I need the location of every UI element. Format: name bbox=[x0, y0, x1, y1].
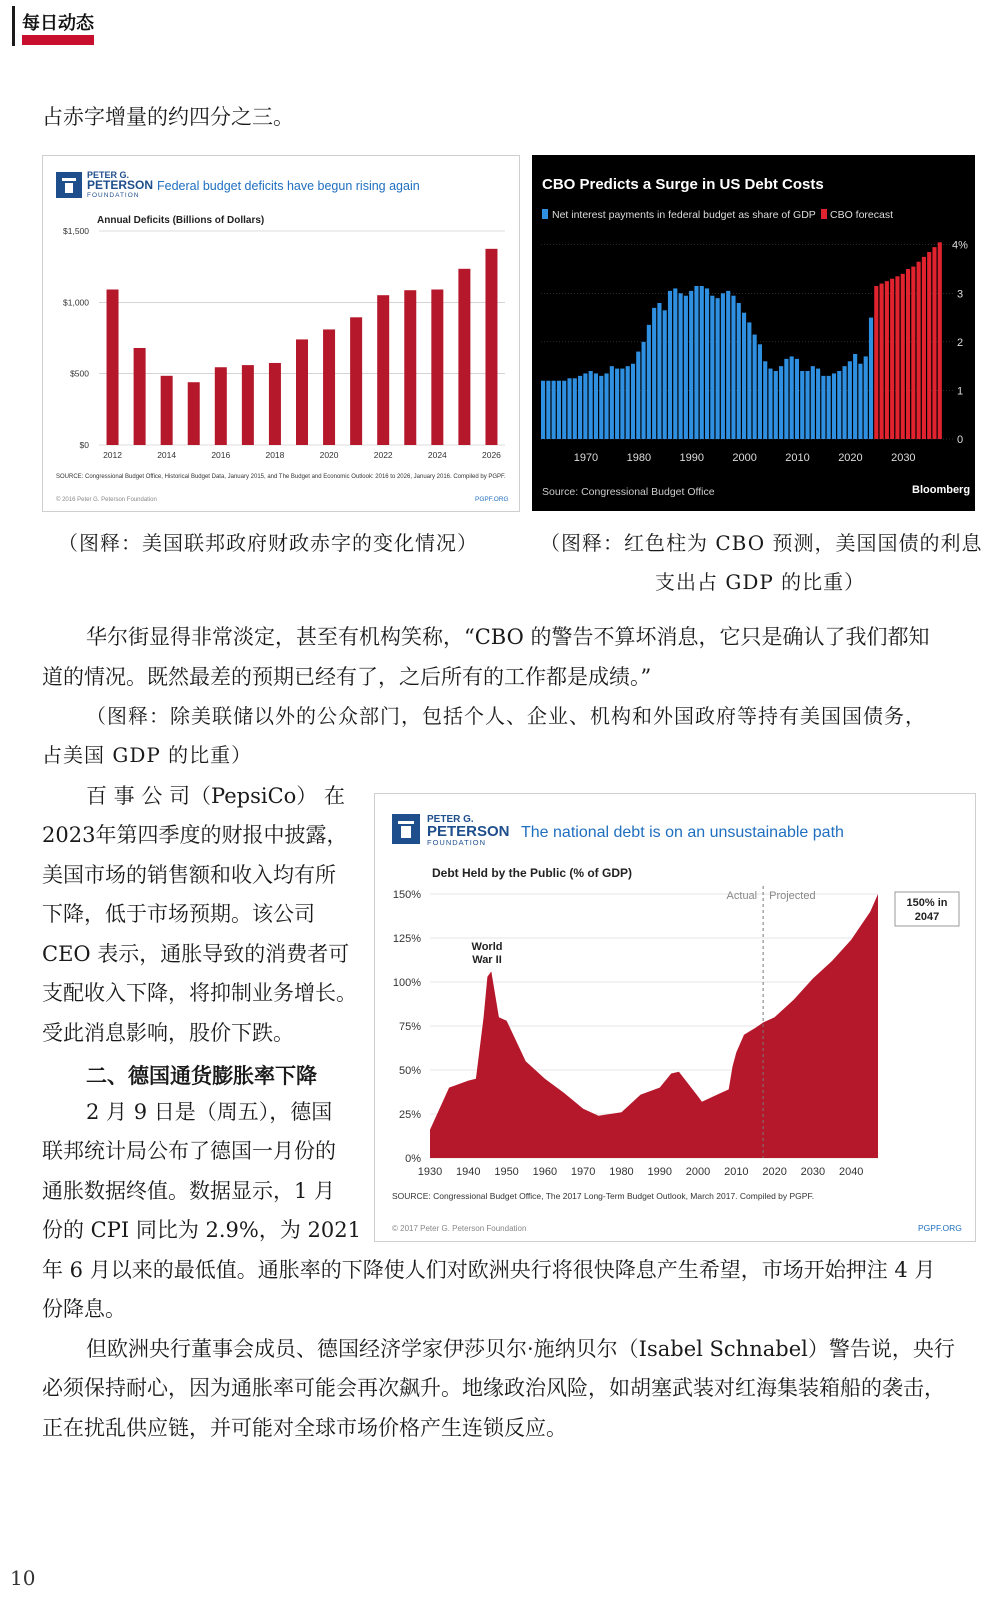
bar bbox=[557, 381, 561, 439]
paragraph-germany-line2: 联邦统计局公布了德国一月份的 bbox=[42, 1139, 336, 1163]
bar bbox=[631, 364, 635, 439]
x-tick-label: 2040 bbox=[838, 1166, 864, 1178]
bar bbox=[895, 276, 899, 439]
bar bbox=[763, 361, 767, 439]
caption-interest-chart-line1: （图释：红色柱为 CBO 预测，美国国债的利息 bbox=[540, 531, 983, 555]
legend-label-actual: Net interest payments in federal budget as share of GDP bbox=[552, 209, 816, 221]
paragraph-wallstreet-line1: 华尔街显得非常淡定，甚至有机构笑称，“CBO 的警告不算坏消息，它只是确认了我们都知 bbox=[86, 625, 930, 649]
bar bbox=[843, 366, 847, 439]
interest-chart-svg bbox=[532, 155, 975, 511]
bar bbox=[906, 269, 910, 439]
caption-deficit-chart: （图释：美国联邦政府财政赤字的变化情况） bbox=[58, 531, 478, 555]
pgpf-logo bbox=[392, 814, 510, 847]
bar bbox=[864, 356, 868, 439]
logo-line1: PETER G. bbox=[427, 814, 474, 825]
bar bbox=[848, 361, 852, 439]
bar bbox=[269, 363, 281, 445]
header-divider bbox=[12, 6, 15, 46]
logo-line3: FOUNDATION bbox=[427, 838, 487, 847]
x-tick-label: 2018 bbox=[265, 450, 285, 460]
legend-swatch-red bbox=[821, 209, 827, 219]
x-tick-label: 2026 bbox=[482, 450, 501, 460]
legend-swatch-blue bbox=[542, 209, 548, 219]
bar bbox=[853, 354, 857, 439]
paragraph-pepsi-line1: 百 事 公 司（PepsiCo） 在 bbox=[86, 784, 345, 808]
bar bbox=[800, 371, 804, 439]
chart-footer-right: PGPF.ORG bbox=[918, 1223, 962, 1233]
bar bbox=[885, 281, 889, 439]
bar bbox=[932, 247, 936, 439]
caption-interest-chart-line2: 支出占 GDP 的比重） bbox=[655, 570, 866, 594]
x-tick-label: 2030 bbox=[891, 452, 916, 464]
bar bbox=[874, 286, 878, 439]
bar bbox=[890, 279, 894, 439]
bar bbox=[615, 369, 619, 439]
bar bbox=[377, 295, 389, 445]
x-tick-label: 1970 bbox=[573, 452, 599, 464]
bar bbox=[758, 344, 762, 439]
bar bbox=[604, 373, 608, 439]
header-accent-bar bbox=[22, 35, 94, 45]
bar bbox=[742, 313, 746, 439]
y-tick-label: $500 bbox=[70, 368, 89, 379]
bar bbox=[626, 366, 630, 439]
paragraph-pepsi-line7: 受此消息影响，股价下跌。 bbox=[42, 1021, 294, 1045]
bar bbox=[880, 284, 884, 439]
bar bbox=[938, 242, 942, 439]
bar bbox=[668, 291, 672, 439]
paragraph-pepsi-line3: 美国市场的销售额和收入均有所 bbox=[42, 863, 336, 887]
paragraph-intro: 占赤字增量的约四分之三。 bbox=[42, 105, 294, 129]
y-tick-label: 4% bbox=[952, 239, 968, 252]
bar bbox=[458, 269, 470, 445]
chart-footer-left: © 2016 Peter G. Peterson Foundation bbox=[56, 497, 157, 503]
paragraph-pepsi-line5: CEO 表示，通胀导致的消费者可 bbox=[42, 942, 350, 966]
bar bbox=[927, 252, 931, 439]
paragraph-pepsi-line2: 2023年第四季度的财报中披露， bbox=[42, 823, 348, 847]
x-tick-label: 1940 bbox=[456, 1166, 481, 1178]
bar bbox=[700, 286, 704, 439]
caption-debt-chart-line1: （图释：除美联储以外的公众部门，包括个人、企业、机构和外国政府等持有美国国债务， bbox=[86, 704, 926, 728]
y-tick-label: 125% bbox=[392, 933, 421, 945]
paragraph-pepsi-line6: 支配收入下降，将抑制业务增长。 bbox=[42, 981, 357, 1005]
deficit-chart bbox=[42, 155, 520, 512]
bar bbox=[583, 373, 587, 439]
chart-subtitle: Annual Deficits (Billions of Dollars) bbox=[97, 215, 265, 226]
x-tick-label: 2022 bbox=[373, 450, 393, 460]
bar bbox=[562, 381, 566, 439]
x-tick-label: 1960 bbox=[532, 1166, 558, 1178]
x-tick-label: 2010 bbox=[785, 452, 810, 464]
bar bbox=[784, 359, 788, 439]
y-tick-label: 2 bbox=[956, 336, 964, 349]
y-tick-label: 0% bbox=[405, 1153, 421, 1165]
x-tick-label: 2000 bbox=[732, 452, 757, 464]
x-tick-label: 1970 bbox=[570, 1166, 596, 1178]
bar bbox=[599, 376, 603, 439]
bar bbox=[689, 291, 693, 439]
y-tick-label: 100% bbox=[392, 977, 421, 989]
bar bbox=[721, 293, 725, 439]
bar bbox=[107, 289, 119, 445]
bar bbox=[242, 365, 254, 445]
interest-chart bbox=[532, 155, 975, 511]
bar bbox=[620, 369, 624, 439]
pgpf-logo bbox=[56, 170, 153, 199]
bar bbox=[323, 329, 335, 445]
x-tick-label: 2016 bbox=[211, 450, 231, 460]
bar bbox=[673, 288, 677, 439]
y-tick-label: $1,000 bbox=[63, 297, 89, 308]
bar bbox=[134, 348, 146, 445]
chart-source: SOURCE: Congressional Budget Office, The 2017 Long-Term Budget Outlook, March 2017. Compiled by PGPF. bbox=[392, 1191, 815, 1201]
bar bbox=[578, 376, 582, 439]
bar bbox=[161, 376, 173, 445]
bar bbox=[567, 378, 571, 439]
bar bbox=[774, 371, 778, 439]
y-tick-label: 50% bbox=[398, 1065, 421, 1077]
bar bbox=[705, 288, 709, 439]
paragraph-wallstreet-line2: 道的情况。既然最差的预期已经有了，之后所有的工作都是成绩。” bbox=[42, 665, 652, 689]
chart-title: Federal budget deficits have begun rising again bbox=[157, 179, 420, 193]
chart-footer-right: PGPF.ORG bbox=[475, 496, 509, 503]
y-tick-label: 150% bbox=[392, 889, 421, 901]
bar bbox=[795, 359, 799, 439]
bar bbox=[869, 318, 873, 439]
x-tick-label: 2012 bbox=[103, 450, 122, 460]
callout-line1: 150% in bbox=[906, 897, 948, 909]
logo-line3: FOUNDATION bbox=[87, 192, 140, 199]
callout-line2: 2047 bbox=[914, 911, 940, 923]
bar bbox=[790, 356, 794, 439]
section-heading-germany: 二、德国通货膨胀率下降 bbox=[86, 1064, 317, 1088]
paragraph-pepsi-line4: 下降，低于市场预期。该公司 bbox=[42, 902, 315, 926]
bar bbox=[922, 257, 926, 439]
bar bbox=[485, 249, 497, 445]
section-title: 每日动态 bbox=[22, 13, 94, 34]
paragraph-germany-line6: 份降息。 bbox=[42, 1297, 126, 1321]
chart-title: CBO Predicts a Surge in US Debt Costs bbox=[542, 176, 824, 193]
bar bbox=[657, 303, 661, 439]
bar bbox=[901, 274, 905, 439]
bar bbox=[541, 381, 545, 439]
bar bbox=[805, 371, 809, 439]
bar bbox=[811, 366, 815, 439]
caption-debt-chart-line2: 占美国 GDP 的比重） bbox=[42, 743, 253, 767]
bar bbox=[917, 262, 921, 439]
bar bbox=[594, 373, 598, 439]
bar bbox=[837, 371, 841, 439]
legend-label-forecast: CBO forecast bbox=[830, 209, 894, 221]
bar bbox=[747, 322, 751, 439]
chart-footer-left: © 2017 Peter G. Peterson Foundation bbox=[392, 1224, 527, 1233]
x-tick-label: 1990 bbox=[647, 1166, 672, 1178]
paragraph-ecb-line2: 必须保持耐心，因为通胀率可能会再次飙升。地缘政治风险，如胡塞武装对红海集装箱船的袭击， bbox=[42, 1376, 945, 1400]
bar bbox=[350, 317, 362, 445]
page-number: 10 bbox=[10, 1566, 36, 1590]
bar bbox=[731, 296, 735, 439]
bar bbox=[573, 378, 577, 439]
bar bbox=[821, 376, 825, 439]
paragraph-germany-line1: 2 月 9 日是（周五），德国 bbox=[86, 1100, 333, 1124]
y-tick-label: $1,500 bbox=[63, 226, 89, 236]
bar bbox=[404, 290, 416, 445]
chart-source: SOURCE: Congressional Budget Office, Historical Budget Data, January 2015, and The Budget and Economic Outlook: 2016 to 2026, January 2016. Compiled by PGPF. bbox=[56, 474, 506, 480]
bar bbox=[753, 335, 757, 439]
paragraph-germany-line3: 通胀数据终值。数据显示，1 月 bbox=[42, 1179, 336, 1203]
x-tick-label: 2000 bbox=[685, 1166, 711, 1178]
paragraph-germany-line4: 份的 CPI 同比为 2.9%，为 2021 bbox=[42, 1218, 361, 1242]
bar bbox=[215, 367, 227, 445]
x-tick-label: 2014 bbox=[157, 450, 177, 460]
x-tick-label: 2020 bbox=[319, 450, 339, 460]
debt-chart-svg bbox=[375, 794, 975, 1241]
x-tick-label: 1950 bbox=[494, 1166, 519, 1178]
chart-subtitle: Debt Held by the Public (% of GDP) bbox=[432, 866, 633, 880]
bar bbox=[911, 267, 915, 439]
y-tick-label: 75% bbox=[398, 1021, 421, 1033]
y-tick-label: 0 bbox=[956, 434, 964, 446]
x-tick-label: 1930 bbox=[417, 1166, 443, 1178]
x-tick-label: 1980 bbox=[626, 452, 652, 464]
bar bbox=[642, 342, 646, 439]
y-tick-label: 25% bbox=[398, 1109, 421, 1121]
x-tick-label: 2030 bbox=[800, 1166, 826, 1178]
x-tick-label: 2020 bbox=[762, 1166, 787, 1178]
bar bbox=[652, 308, 656, 439]
label-ww2-line2: War II bbox=[472, 954, 502, 966]
bloomberg-logo: Bloomberg bbox=[912, 484, 971, 496]
x-tick-label: 1990 bbox=[679, 452, 704, 464]
bar bbox=[816, 369, 820, 439]
y-tick-label: $0 bbox=[79, 440, 89, 450]
bar bbox=[647, 325, 651, 439]
bar bbox=[768, 369, 772, 439]
bar bbox=[779, 366, 783, 439]
bar bbox=[716, 298, 720, 439]
bar bbox=[710, 296, 714, 439]
chart-title: The national debt is on an unsustainable path bbox=[521, 824, 844, 841]
bar bbox=[858, 364, 862, 439]
x-tick-label: 2010 bbox=[724, 1166, 749, 1178]
paragraph-ecb-line3: 正在扰乱供应链，并可能对全球市场价格产生连锁反应。 bbox=[42, 1416, 567, 1440]
bar bbox=[636, 352, 640, 439]
x-tick-label: 2020 bbox=[838, 452, 863, 464]
x-tick-label: 1980 bbox=[609, 1166, 634, 1178]
bar bbox=[663, 310, 667, 439]
bar bbox=[188, 382, 200, 445]
bar bbox=[431, 289, 443, 445]
deficit-chart-svg bbox=[43, 156, 519, 511]
label-projected: Projected bbox=[769, 890, 816, 902]
debt-chart bbox=[374, 793, 976, 1242]
y-tick-label: 1 bbox=[956, 385, 964, 398]
logo-line2: PETERSON bbox=[87, 178, 154, 192]
bar bbox=[827, 376, 831, 439]
bar bbox=[589, 371, 593, 439]
bar bbox=[832, 373, 836, 439]
bar bbox=[610, 366, 614, 439]
bar bbox=[726, 291, 730, 439]
label-ww2-line1: World bbox=[471, 941, 503, 953]
y-tick-label: 3 bbox=[956, 288, 964, 301]
chart-source: Source: Congressional Budget Office bbox=[542, 486, 715, 498]
paragraph-ecb-line1: 但欧洲央行董事会成员、德国经济学家伊莎贝尔·施纳贝尔（Isabel Schnabel）警告说，央行 bbox=[86, 1337, 955, 1361]
bar bbox=[296, 339, 308, 445]
label-actual: Actual bbox=[726, 890, 758, 902]
logo-line1: PETER G. bbox=[87, 170, 130, 180]
bar bbox=[679, 293, 683, 439]
x-tick-label: 2024 bbox=[427, 450, 447, 460]
bar bbox=[684, 296, 688, 439]
logo-line2: PETERSON bbox=[427, 823, 510, 840]
paragraph-germany-line5: 年 6 月以来的最低值。通胀率的下降使人们对欧洲央行将很快降息产生希望，市场开始押注 4 月 bbox=[42, 1258, 936, 1282]
bar bbox=[552, 381, 556, 439]
bar bbox=[546, 381, 550, 439]
bar bbox=[737, 303, 741, 439]
bar bbox=[694, 286, 698, 439]
